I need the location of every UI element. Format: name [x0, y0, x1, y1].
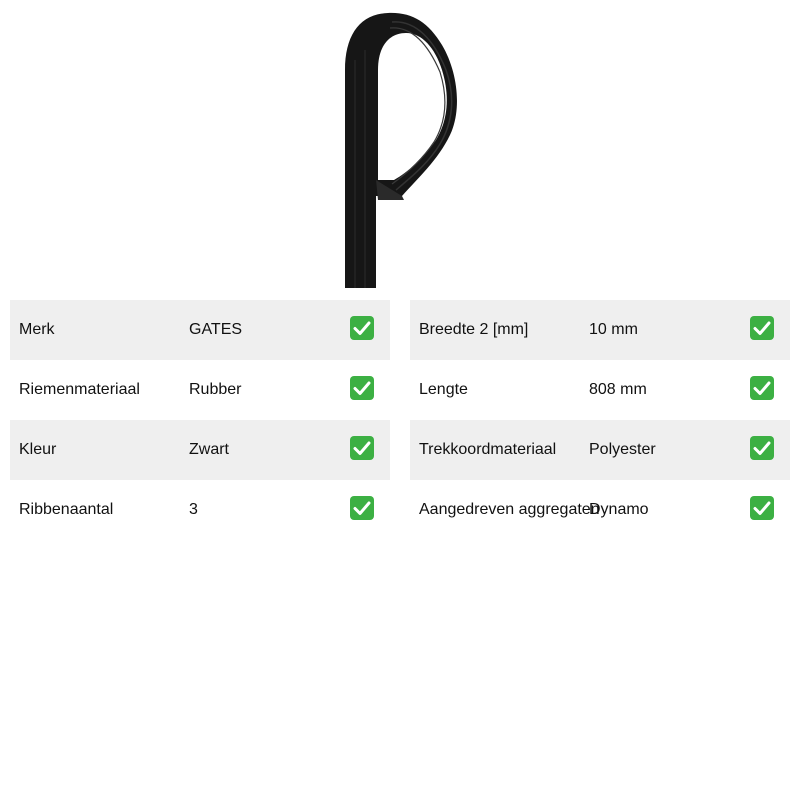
check-mark-icon — [750, 436, 774, 460]
spec-value-aangedreven-aggregaten: Dynamo — [589, 501, 649, 518]
spec-value-trekkoordmateriaal: Polyester — [589, 441, 656, 458]
check-mark-icon — [750, 496, 774, 520]
specs-table-left — [10, 300, 390, 540]
spec-label-riemenmateriaal: Riemenmateriaal — [19, 381, 140, 398]
drive-belt-icon — [300, 0, 500, 290]
spec-row — [410, 480, 790, 540]
spec-label-kleur: Kleur — [19, 441, 57, 458]
drive-belt-image — [300, 0, 500, 290]
spec-row — [10, 480, 390, 540]
spec-label-trekkoordmateriaal: Trekkoordmateriaal — [419, 441, 557, 458]
spec-value-lengte: 808 mm — [589, 381, 647, 398]
spec-label-lengte: Lengte — [419, 381, 468, 398]
check-mark-icon — [350, 316, 374, 340]
check-mark-icon — [350, 376, 374, 400]
specs-table-right — [410, 300, 790, 540]
check-mark-icon — [350, 436, 374, 460]
check-mark-icon — [750, 376, 774, 400]
spec-row — [10, 420, 390, 480]
spec-label-ribbenaantal: Ribbenaantal — [19, 501, 114, 518]
spec-row — [10, 360, 390, 420]
spec-value-ribbenaantal: 3 — [189, 501, 198, 518]
spec-row — [10, 300, 390, 360]
check-mark-icon — [350, 496, 374, 520]
spec-value-riemenmateriaal: Rubber — [189, 381, 242, 398]
spec-label-aangedreven-aggregaten: Aangedreven aggregaten — [419, 501, 600, 518]
spec-row — [410, 420, 790, 480]
spec-value-kleur: Zwart — [189, 441, 229, 458]
spec-label-breedte: Breedte 2 [mm] — [419, 321, 529, 338]
spec-value-merk: GATES — [189, 321, 243, 338]
spec-row — [410, 360, 790, 420]
check-mark-icon — [750, 316, 774, 340]
spec-value-breedte: 10 mm — [589, 321, 638, 338]
spec-label-merk: Merk — [19, 321, 55, 338]
spec-row — [410, 300, 790, 360]
